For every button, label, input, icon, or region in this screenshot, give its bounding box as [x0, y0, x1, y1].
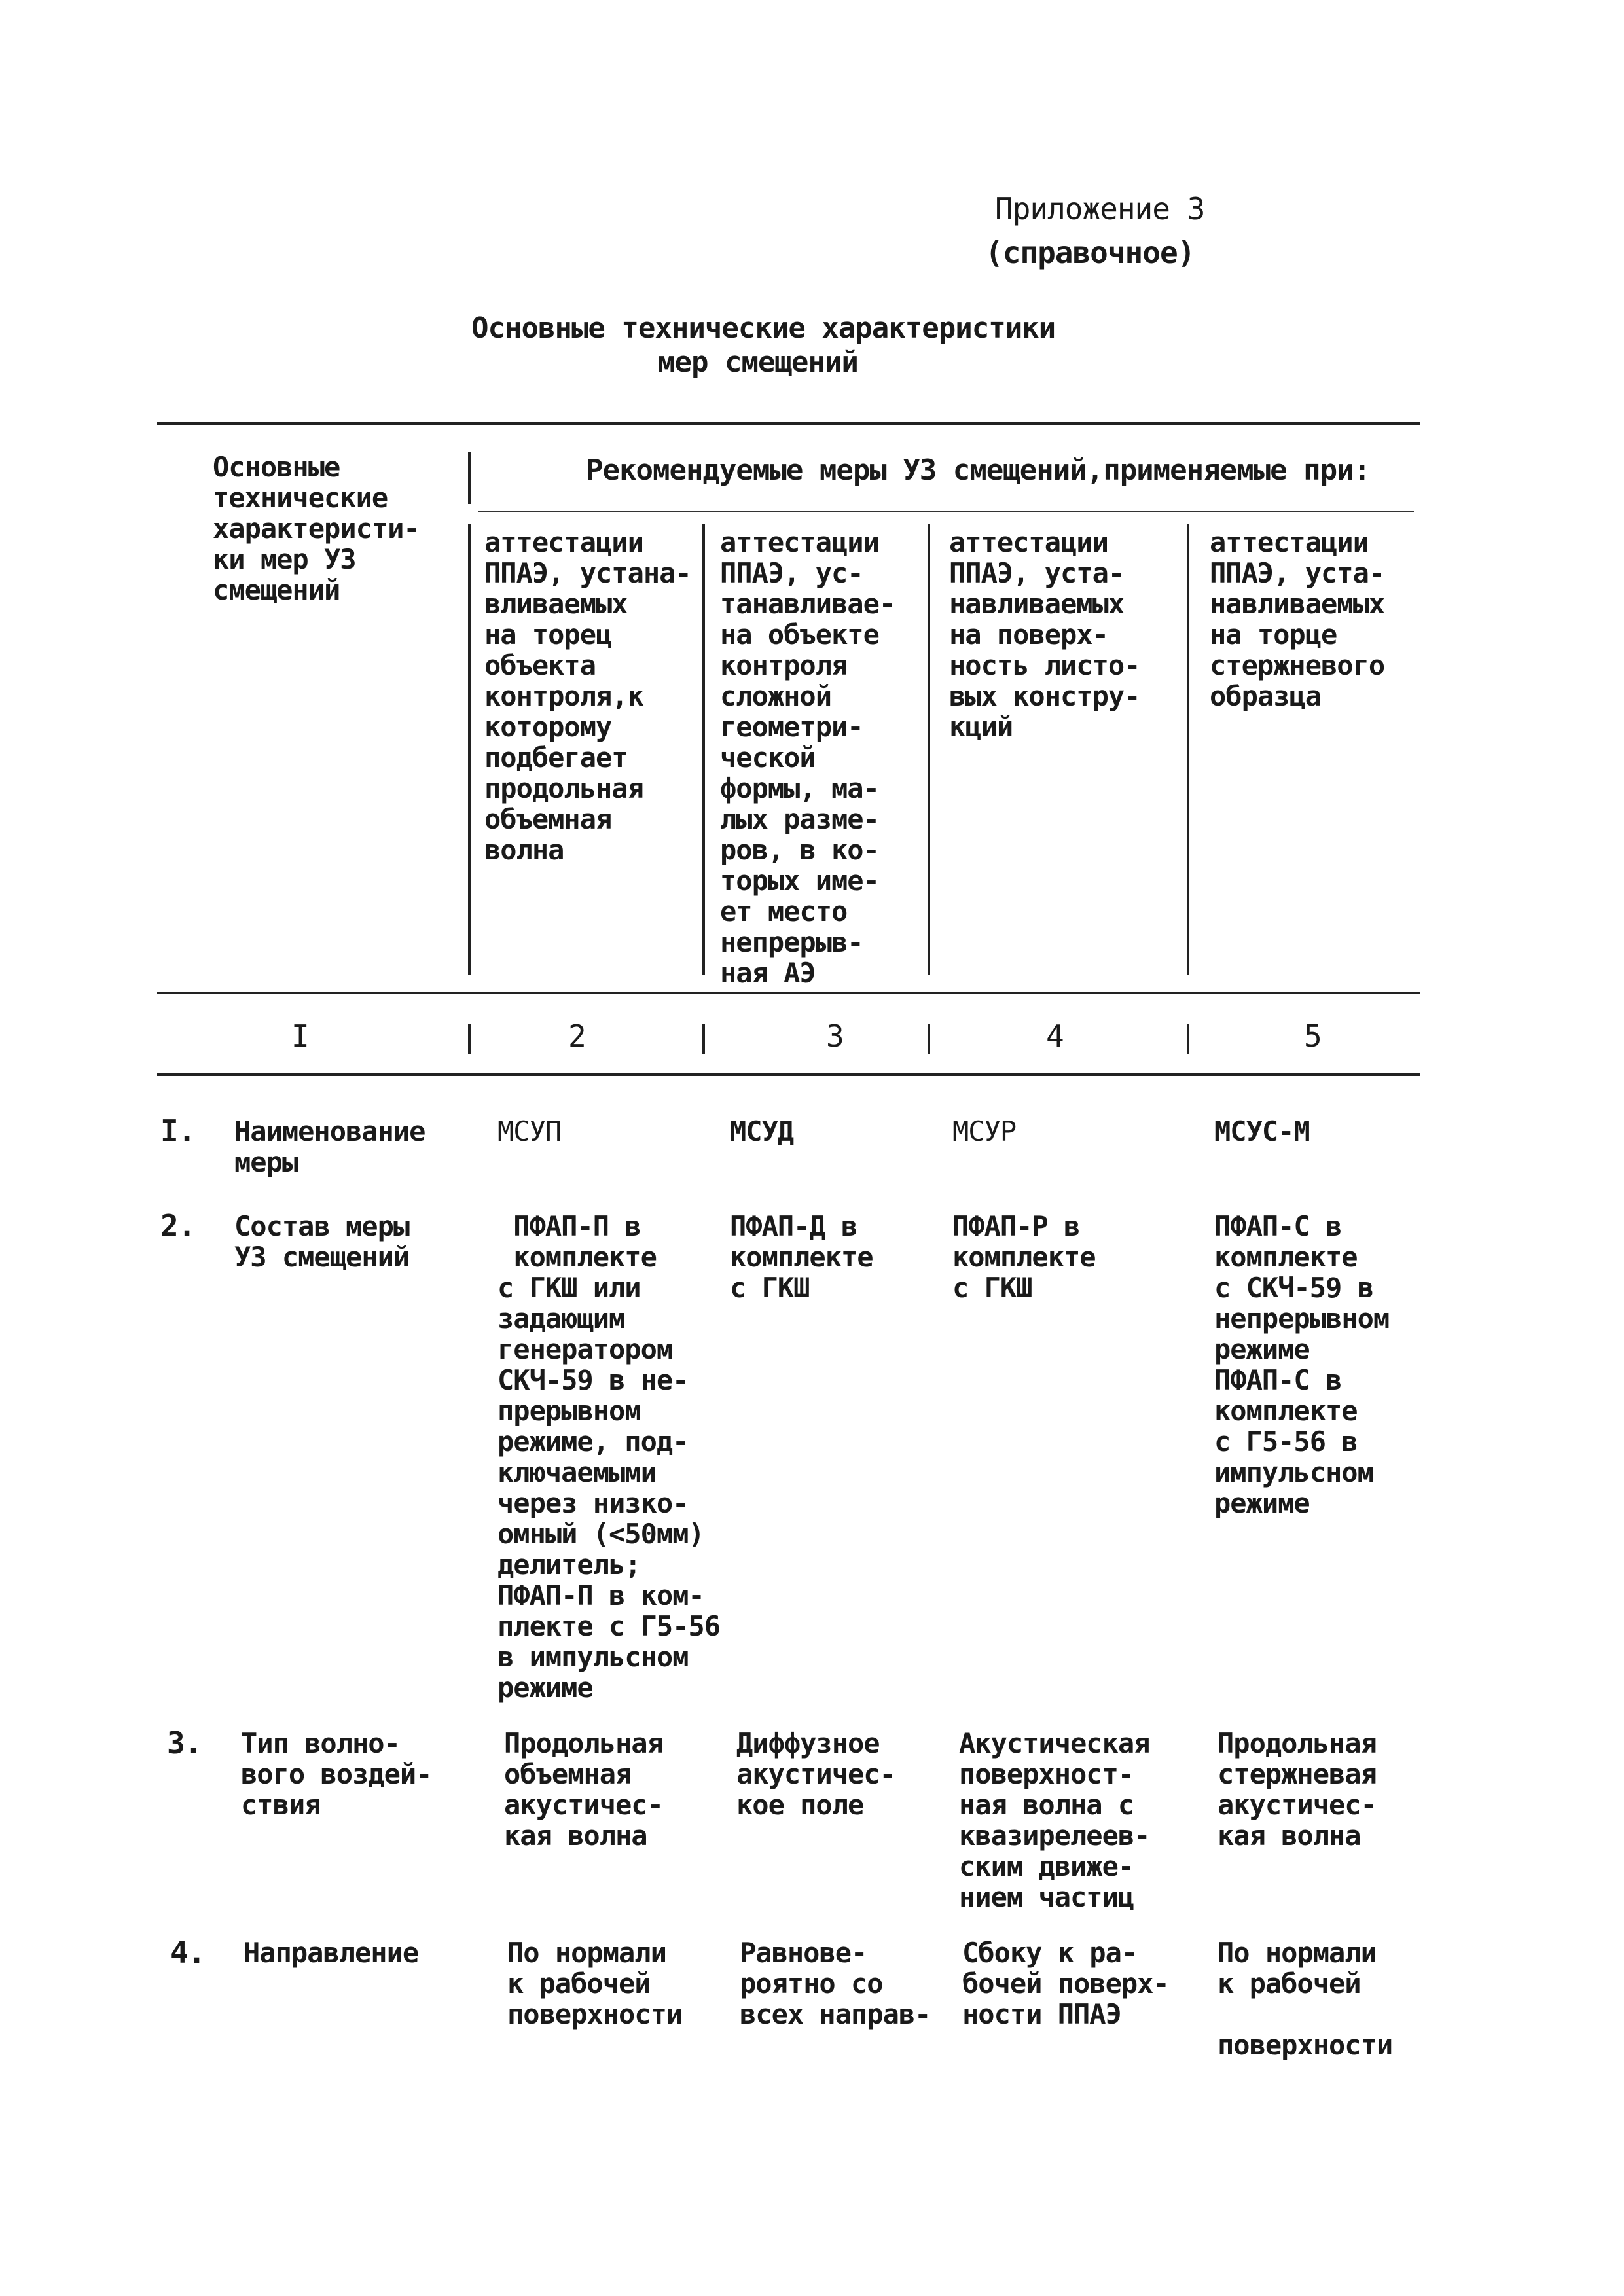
appendix-label: Приложение 3: [995, 191, 1205, 226]
row-1-col-2: МСУП: [497, 1115, 562, 1147]
header-separator-1a: [468, 452, 471, 504]
row-1-col-3: МСУД: [730, 1115, 794, 1147]
group-header: Рекомендуемые меры УЗ смещений,применяемые при:: [586, 454, 1371, 487]
row-2-col-3: ПФАП-Д в комплекте с ГКШ: [730, 1210, 873, 1304]
row-4-col-4: Сбоку к ра- бочей поверх- ности ППАЭ: [962, 1937, 1169, 2030]
page-title-line-2: мер смещений: [658, 346, 858, 379]
row-2-col-4: ПФАП-Р в комплекте с ГКШ: [952, 1210, 1096, 1304]
sub-header-col-4: аттестации ППАЭ, уста- навливаемых на поверх- ность листо- вых констру- кций: [949, 526, 1140, 743]
number-separator-2: [702, 1024, 705, 1054]
row-1-col-5: МСУС-М: [1214, 1115, 1310, 1147]
sub-header-col-5: аттестации ППАЭ, уста- навливаемых на торце стержневого образца: [1210, 526, 1385, 712]
group-header-underline: [478, 511, 1414, 512]
row-2-label: Состав меры УЗ смещений: [234, 1210, 410, 1273]
row-3-col-5: Продольная стержневая акустичес- кая волна: [1218, 1727, 1377, 1852]
row-number-4: 4.: [170, 1935, 206, 1970]
reference-note: (справочное): [985, 235, 1195, 270]
row-number-1: I.: [160, 1113, 196, 1149]
row-3-label: Тип волно- вого воздей- ствия: [241, 1727, 432, 1821]
row-number-2: 2.: [160, 1208, 196, 1244]
header-separator-4: [1187, 524, 1189, 975]
number-separator-1: [468, 1024, 471, 1054]
row-2-col-5: ПФАП-С в комплекте с СКЧ-59 в непрерывном режиме ПФАП-С в комплекте с Г5-56 в импульсном режиме: [1214, 1210, 1390, 1519]
row-1-col-4: МСУР: [952, 1115, 1017, 1147]
header-separator-2: [702, 524, 705, 975]
table-top-rule: [157, 422, 1420, 425]
row-3-col-4: Акустическая поверхност- ная волна с квазирелеев- ским движе- нием частиц: [959, 1727, 1150, 1913]
row-1-label: Наименование меры: [234, 1115, 425, 1178]
first-column-header: Основные технические характеристи- ки мер УЗ смещений: [213, 451, 420, 606]
row-3-col-3: Диффузное акустичес- кое поле: [736, 1727, 895, 1821]
row-4-col-5: По нормали к рабочей поверхности: [1218, 1937, 1393, 2061]
number-separator-3: [928, 1024, 930, 1054]
column-number-2: 2: [568, 1018, 586, 1054]
column-numbers-bottom-rule: [157, 1073, 1420, 1076]
row-2-col-2: ПФАП-П в комплекте с ГКШ или задающим генератором СКЧ-59 в не- прерывном режиме, под- ключаемыми через низко- омный (<50мм) делитель; ПФАП-П в ком- плекте с Г5-56 в импульсном режиме: [497, 1210, 721, 1704]
row-4-label: Направление: [244, 1937, 419, 1969]
row-number-3: 3.: [167, 1725, 202, 1761]
column-number-3: 3: [826, 1018, 844, 1054]
column-number-1: I: [291, 1018, 309, 1054]
sub-header-col-2: аттестации ППАЭ, устана- вливаемых на торец объекта контроля,к которому подбегает продольная объемная волна: [484, 526, 691, 866]
number-separator-4: [1187, 1024, 1189, 1054]
row-4-col-3: Равнове- роятно со всех направ-: [740, 1937, 931, 2030]
header-separator-1b: [468, 524, 471, 975]
column-number-4: 4: [1046, 1018, 1064, 1054]
column-numbers-top-rule: [157, 992, 1420, 994]
row-4-col-2: По нормали к рабочей поверхности: [507, 1937, 683, 2030]
sub-header-col-3: аттестации ППАЭ, ус- танавливае- на объекте контроля сложной геометри- ческой формы, ма- лых разме- ров, в ко- торых име- ет место непрерыв- ная АЭ: [720, 526, 895, 989]
header-separator-3: [928, 524, 930, 975]
column-number-5: 5: [1304, 1018, 1322, 1054]
page-title-line-1: Основные технические характеристики: [471, 312, 1056, 345]
row-3-col-2: Продольная объемная акустичес- кая волна: [504, 1727, 663, 1852]
